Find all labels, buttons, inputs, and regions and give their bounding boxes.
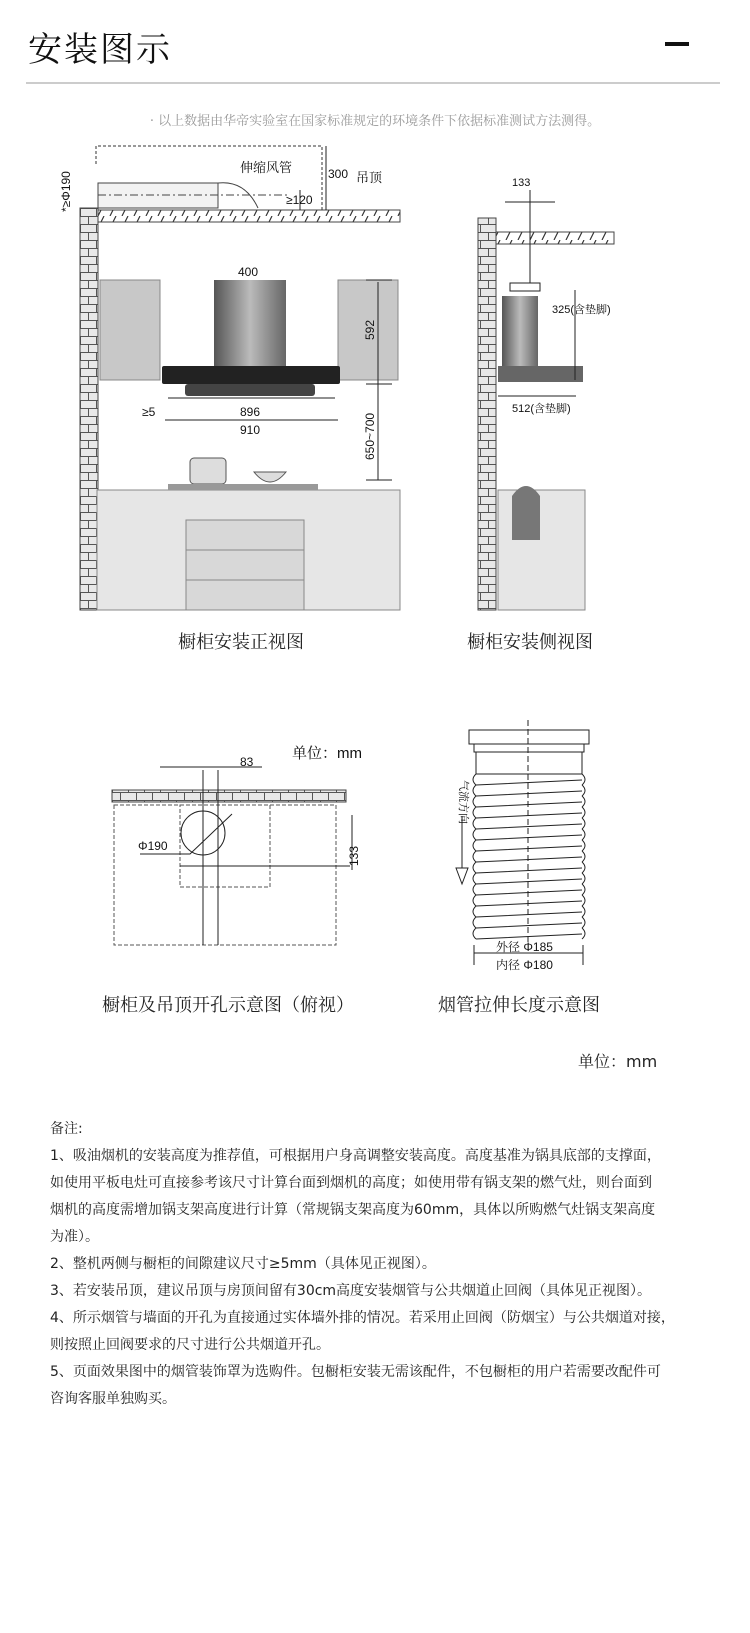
remark-line: 2、整机两侧与橱柜的间隙建议尺寸≥5mm（具体见正视图）。 [50,1256,436,1272]
remarks-title: 备注: [50,1121,83,1137]
label-650: 650~700 [363,412,377,460]
label-896: 896 [240,405,261,419]
airflow-label: 气流方向 [457,780,469,824]
remark-line: 咨询客服单独购买。 [50,1391,176,1407]
duct-coil [473,774,585,939]
label-400: 400 [238,265,259,279]
side-view-diagram [478,177,614,610]
outer-diameter: 外径 Φ185 [496,940,553,954]
top-view-diagram [112,745,362,945]
top-view-unit: 单位：mm [292,745,362,762]
unit-label: 单位：mm [578,1052,658,1071]
caption-front-view: 橱柜安装正视图 [178,632,304,653]
remark-line: 1、吸油烟机的安装高度为推荐值，可根据用户身高调整安装高度。高度基准为锅具底部的支撑面， [50,1148,661,1164]
page-title: 安装图示 [28,30,172,70]
remark-line: 5、页面效果图中的烟管装饰罩为选购件。包橱柜安装无需该配件，不包橱柜的用户若需要改配件可 [50,1364,661,1380]
caption-top-view: 橱柜及吊顶开孔示意图（俯视） [102,995,354,1016]
caption-duct: 烟管拉伸长度示意图 [438,995,600,1016]
caption-side-view: 橱柜安装侧视图 [467,632,593,653]
label-910: 910 [240,423,261,437]
disclaimer: · 以上数据由华帝实验室在国家标准规定的环境条件下依据标准测试方法测得。 [149,114,601,129]
remark-line: 3、若安装吊顶，建议吊顶与房顶间留有30cm高度安装烟管与公共烟道止回阀（具体见正视图）。 [50,1283,652,1299]
label-gap120: ≥120 [286,193,313,207]
label-592: 592 [363,319,377,340]
remarks [50,1116,710,1413]
remark-line: 则按照止回阀要求的尺寸进行公共烟道开孔。 [50,1337,330,1353]
label-phi190: Φ190 [138,839,168,853]
label-300: 300 [328,167,349,181]
label-133b: 133 [347,845,361,866]
label-133: 133 [512,177,531,189]
label-83: 83 [240,755,254,769]
label-gap5: ≥5 [142,405,156,419]
label-duct: 伸缩风管 [240,160,293,175]
inner-diameter: 内径 Φ180 [496,958,553,972]
remark-line: 4、所示烟管与墙面的开孔为直接通过实体墙外排的情况。若采用止回阀（防烟宝）与公共烟道对接， [50,1310,675,1326]
remark-line: 为准）。 [50,1229,99,1245]
remark-line: 如使用平板电灶可直接参考该尺寸计算台面到烟机的高度；如使用带有锅支架的燃气灶，则台面到 [50,1175,652,1191]
front-view-diagram [59,146,400,610]
label-ceiling: 吊顶 [356,170,383,185]
label-325: 325(含垫脚) [552,304,611,316]
duct-diagram [456,720,589,972]
remark-line: 烟机的高度需增加锅支架高度进行计算（常规锅支架高度为60mm，具体以所购燃气灶锅支架高度 [50,1202,656,1218]
label-dia: *≥Φ190 [59,171,73,212]
label-512: 512(含垫脚) [512,403,571,415]
